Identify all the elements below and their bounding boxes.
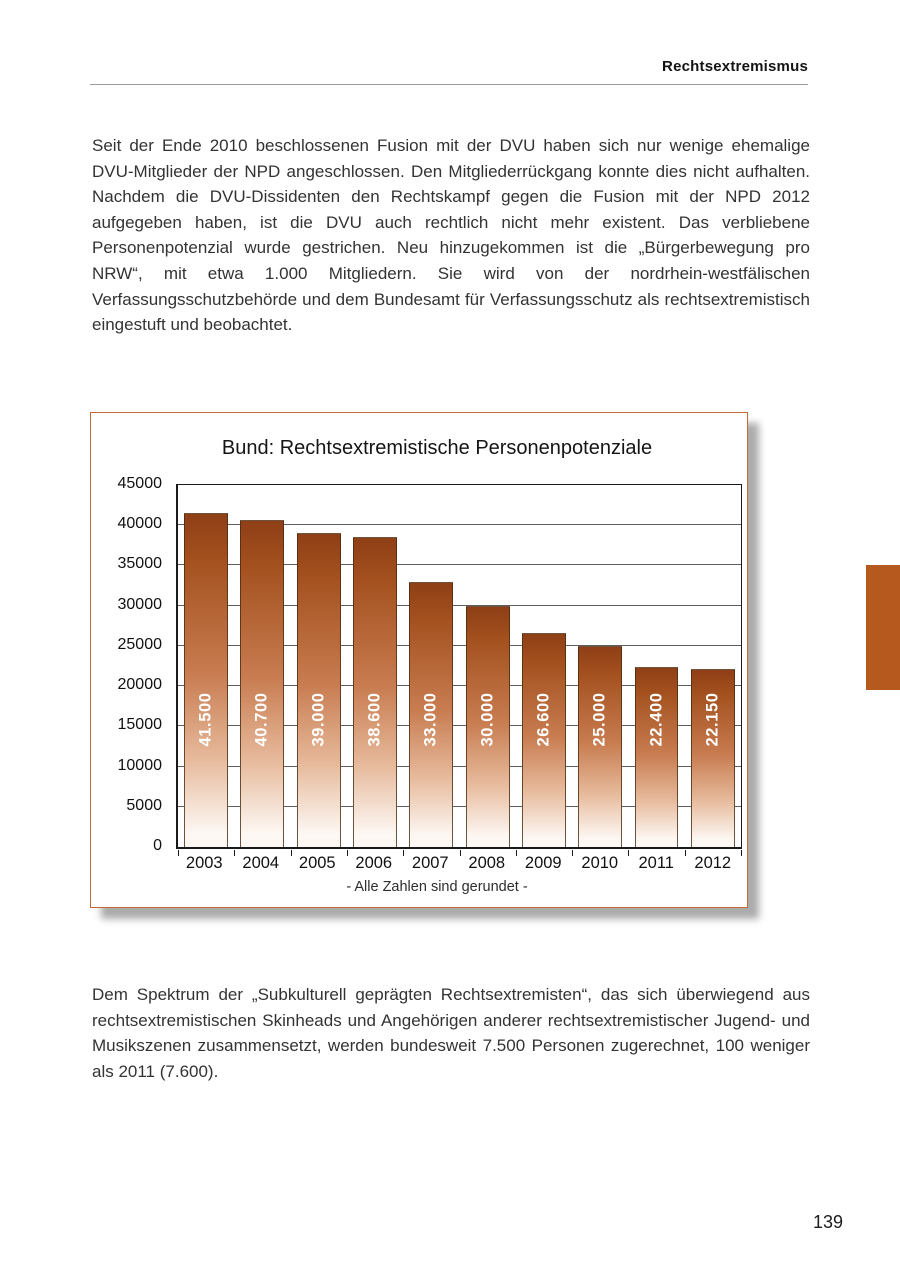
x-axis-tick-label: 2008	[468, 854, 506, 872]
bar-slot-2011	[628, 485, 684, 847]
y-axis-tick-label: 25000	[117, 635, 162, 653]
bar-value-label: 22.400	[647, 692, 666, 747]
y-axis-labels	[91, 475, 176, 854]
bar-slot-2009	[516, 485, 572, 847]
bar-slot-2012	[685, 485, 741, 847]
bar-2005	[297, 533, 341, 847]
x-axis-tick-label: 2003	[185, 854, 223, 872]
y-axis-tick-label: 15000	[117, 716, 162, 734]
x-axis-tick-label: 2006	[355, 854, 393, 872]
bar-slot-2004	[234, 485, 290, 847]
paragraph-1: Seit der Ende 2010 beschlossenen Fusion mit der DVU haben sich nur wenige ehemalige DVU-Mitglieder der NPD angeschlossen. Den Mitgliederrückgang konnte dies nicht aufhalten. Nachdem die DVU-Dissidenten den Rechtskampf gegen die Fusion mit der NPD 2012 aufgegeben haben, ist die DVU auch rechtlich nicht mehr existent. Das verbliebene Personenpotenzial wurde gestrichen. Neu hinzugekommen ist die „Bürgerbewegung pro NRW“, mit etwa 1.000 Mitgliedern. Sie wird von der nordrhein-westfälischen Verfassungsschutzbehörde und dem Bundesamt für Verfassungsschutz als rechtsextremistisch eingestuft und beobachtet.	[92, 136, 810, 335]
x-axis-labels	[176, 854, 741, 873]
y-axis-tick-label: 0	[153, 837, 162, 854]
bar-slot-2003	[178, 485, 234, 847]
bar-2007	[409, 582, 453, 847]
bar-slot-2007	[403, 485, 459, 847]
x-axis-tick-label: 2007	[411, 854, 449, 872]
bar-value-label: 22.150	[703, 692, 722, 747]
page-number: 139	[812, 1212, 843, 1232]
y-axis-tick-label: 35000	[117, 555, 162, 573]
y-axis-tick-label: 10000	[117, 756, 162, 774]
bar-value-label: 26.600	[534, 692, 553, 747]
section-title: Rechtsextremismus	[662, 58, 808, 75]
x-axis-tick	[741, 850, 742, 856]
bar-value-label: 39.000	[309, 692, 328, 747]
bar-2011	[635, 667, 679, 847]
bar-2010	[578, 646, 622, 847]
bar-2012	[691, 669, 735, 847]
bar-value-label: 41.500	[196, 692, 215, 747]
x-axis-tick-label: 2010	[581, 854, 619, 872]
bar-value-label: 40.700	[252, 692, 271, 747]
bar-slot-2008	[459, 485, 515, 847]
bar-slot-2006	[347, 485, 403, 847]
bar-slot-2010	[572, 485, 628, 847]
plot-area	[176, 484, 742, 849]
paragraph-2: Dem Spektrum der „Subkulturell geprägten Rechtsextremisten“, das sich überwiegend aus rechtsextremistischen Skinheads und Angehörigen anderer rechtsextremistischer Jugend- und Musikszenen zusammensetzt, werden bundesweit 7.500 Personen zugerechnet, 100 weniger als 2011 (7.600).	[92, 985, 810, 1081]
x-axis-tick-label: 2011	[638, 854, 674, 872]
bar-value-label: 30.000	[478, 692, 497, 747]
y-axis-tick-label: 30000	[117, 595, 162, 613]
y-axis-tick-label: 40000	[117, 515, 162, 533]
y-axis-tick-label: 45000	[117, 475, 162, 492]
x-axis-tick-label: 2004	[242, 854, 280, 872]
chart-title: Bund: Rechtsextremistische Personenpotenziale	[221, 437, 653, 459]
bar-2003	[184, 513, 228, 847]
bars-row	[178, 485, 741, 847]
chart	[90, 412, 748, 908]
bar-value-label: 25.000	[590, 692, 609, 747]
x-axis-tick-label: 2009	[524, 854, 562, 872]
bar-2008	[466, 606, 510, 847]
bar-value-label: 33.000	[421, 692, 440, 747]
bar-2009	[522, 633, 566, 847]
bar-2004	[240, 520, 284, 847]
y-axis-tick-label: 20000	[117, 676, 162, 694]
chart-footnote: - Alle Zahlen sind gerundet -	[346, 879, 528, 895]
x-axis-tick-label: 2005	[298, 854, 336, 872]
bar-slot-2005	[291, 485, 347, 847]
header-rule	[90, 84, 808, 85]
bar-2006	[353, 537, 397, 848]
x-axis-tick-label: 2012	[694, 854, 732, 872]
y-axis-tick-label: 5000	[126, 796, 162, 814]
section-tab-marker	[866, 565, 900, 690]
bar-value-label: 38.600	[365, 692, 384, 747]
